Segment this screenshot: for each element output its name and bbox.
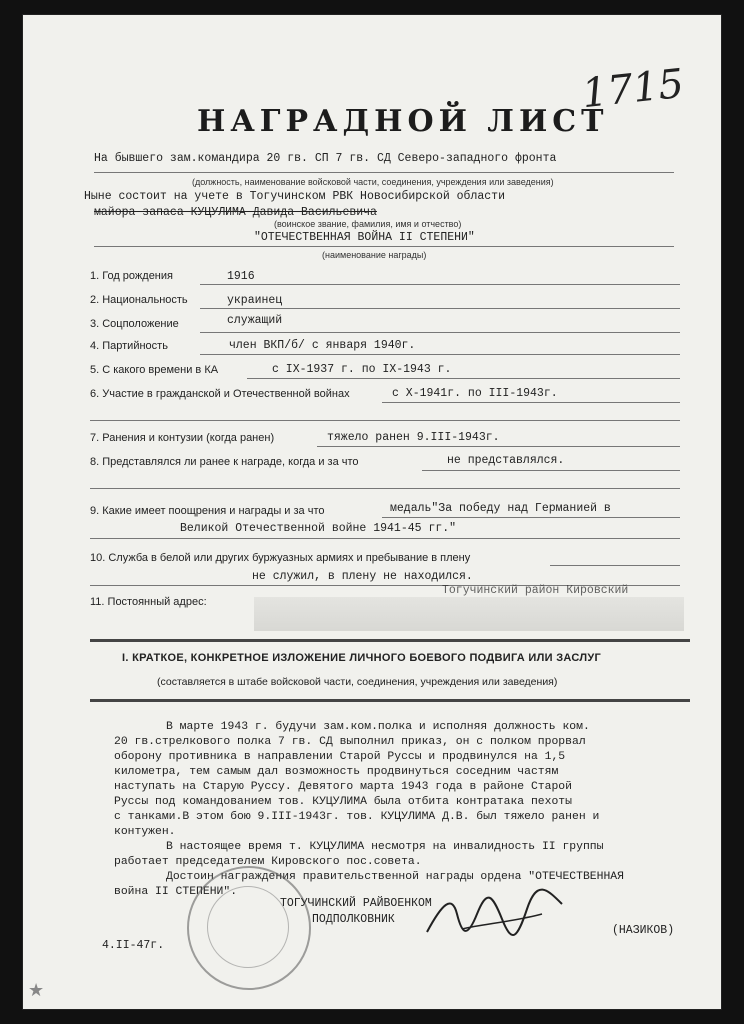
field-value-awards-line1: медаль"За победу над Германией в [390, 502, 611, 515]
feat-line: контужен. [114, 826, 176, 838]
field-value-army-since: с IX-1937 г. по IX-1943 г. [272, 363, 452, 376]
official-stamp-inner [207, 886, 289, 968]
feat-line: Руссы под командованием тов. КУЦУЛИМА была отбита контратака пехоты [114, 796, 572, 808]
field-label-birth-year: 1. Год рождения [90, 270, 173, 282]
field-value-social-status: служащий [227, 314, 283, 327]
field-value-address: Тогучинский район Кировский [442, 584, 629, 597]
feat-line: 20 гв.стрелкового полка 7 гв. СД выполнил приказ, он с полком прорвал [114, 736, 586, 748]
field-value-wounds: тяжело ранен 9.III-1943г. [327, 431, 500, 444]
feat-line: километра, тем самым дал возможность продвинуться соседним частям [114, 766, 559, 778]
field-label-address: 11. Постоянный адрес: [90, 596, 207, 608]
award-name: "ОТЕЧЕСТВЕННАЯ ВОЙНА II СТЕПЕНИ" [254, 231, 475, 244]
field-value-nationality: украинец [227, 294, 283, 307]
field-value-white-army-service: не служил, в плену не находился. [252, 570, 473, 583]
caption-name: (воинское звание, фамилия, имя и отчество) [274, 219, 462, 229]
star-mark-icon: ★ [28, 980, 45, 1000]
field-value-prior-awards-nomination: не представлялся. [447, 454, 565, 467]
redacted-address [254, 597, 684, 631]
field-label-prior-awards-nomination: 8. Представлялся ли ранее к награде, когда и за что [90, 456, 359, 468]
signature-org-2: ПОДПОЛКОВНИК [312, 913, 395, 926]
name-line: майора запаса КУЦУЛИМА Давида Васильевича [94, 206, 377, 219]
award-sheet [22, 14, 722, 1010]
feat-line: с танками.В этом бою 9.III-1943г. тов. КУЦУЛИМА Д.В. был тяжело ранен и [114, 811, 600, 823]
feat-line: работает председателем Кировского пос.совета. [114, 856, 422, 868]
field-label-party: 4. Партийность [90, 340, 168, 352]
field-label-awards: 9. Какие имеет поощрения и награды и за что [90, 505, 325, 517]
feat-line: наступать на Старую Руссу. Девятого марта 1943 года в районе Старой [114, 781, 572, 793]
field-value-birth-year: 1916 [227, 270, 255, 283]
feat-line: оборону противника в направлении Старой Руссы и продвинулся на 1,5 [114, 751, 566, 763]
signature-org-1: ТОГУЧИНСКИЙ РАЙВОЕНКОМ [280, 897, 432, 910]
subject-line: На бывшего зам.командира 20 гв. СП 7 гв. СД Северо-западного фронта [94, 152, 557, 165]
field-label-war-participation: 6. Участие в гражданской и Отечественной войнах [90, 388, 350, 400]
handwritten-signature [422, 884, 572, 944]
field-label-white-army-service: 10. Служба в белой или других буржуазных армиях и пребывание в плену [90, 552, 471, 564]
feat-line: Достоин награждения правительственной награды ордена "ОТЕЧЕСТВЕННАЯ [166, 871, 624, 883]
field-value-awards-line2: Великой Отечественной войне 1941-45 гг." [180, 522, 457, 535]
document-date: 4.II-47г. [102, 939, 165, 952]
caption-award: (наименование награды) [322, 250, 427, 260]
section-title: I. КРАТКОЕ, КОНКРЕТНОЕ ИЗЛОЖЕНИЕ ЛИЧНОГО БОЕВОГО ПОДВИГА ИЛИ ЗАСЛУГ [122, 652, 602, 664]
feat-line: В настоящее время т. КУЦУЛИМА несмотря на инвалидность II группы [166, 841, 604, 853]
feat-line: В марте 1943 г. будучи зам.ком.полка и исполняя должность ком. [166, 721, 590, 733]
field-value-war-participation: с X-1941г. по III-1943г. [392, 387, 558, 400]
signer-name: (НАЗИКОВ) [612, 924, 675, 937]
field-label-wounds: 7. Ранения и контузии (когда ранен) [90, 432, 275, 444]
section-subtitle: (составляется в штабе войсковой части, соединения, учреждения или заведения) [157, 676, 558, 688]
field-value-party: член ВКП/б/ с января 1940г. [229, 339, 416, 352]
field-label-social-status: 3. Соцположение [90, 318, 179, 330]
feat-description [114, 720, 714, 900]
feat-line: войнa II СТЕПЕНИ". [114, 886, 238, 898]
field-label-nationality: 2. Национальность [90, 294, 188, 306]
field-label-army-since: 5. С какого времени в КА [90, 364, 219, 376]
document-title: НАГРАДНОЙ ЛИСТ [197, 104, 609, 139]
caption-unit: (должность, наименование войсковой части, соединения, учреждения или заведения) [192, 177, 554, 187]
current-registration-line: Ныне состоит на учете в Тогучинском РВК Новосибирской области [84, 190, 505, 203]
handwritten-number: 1715 [579, 60, 686, 118]
